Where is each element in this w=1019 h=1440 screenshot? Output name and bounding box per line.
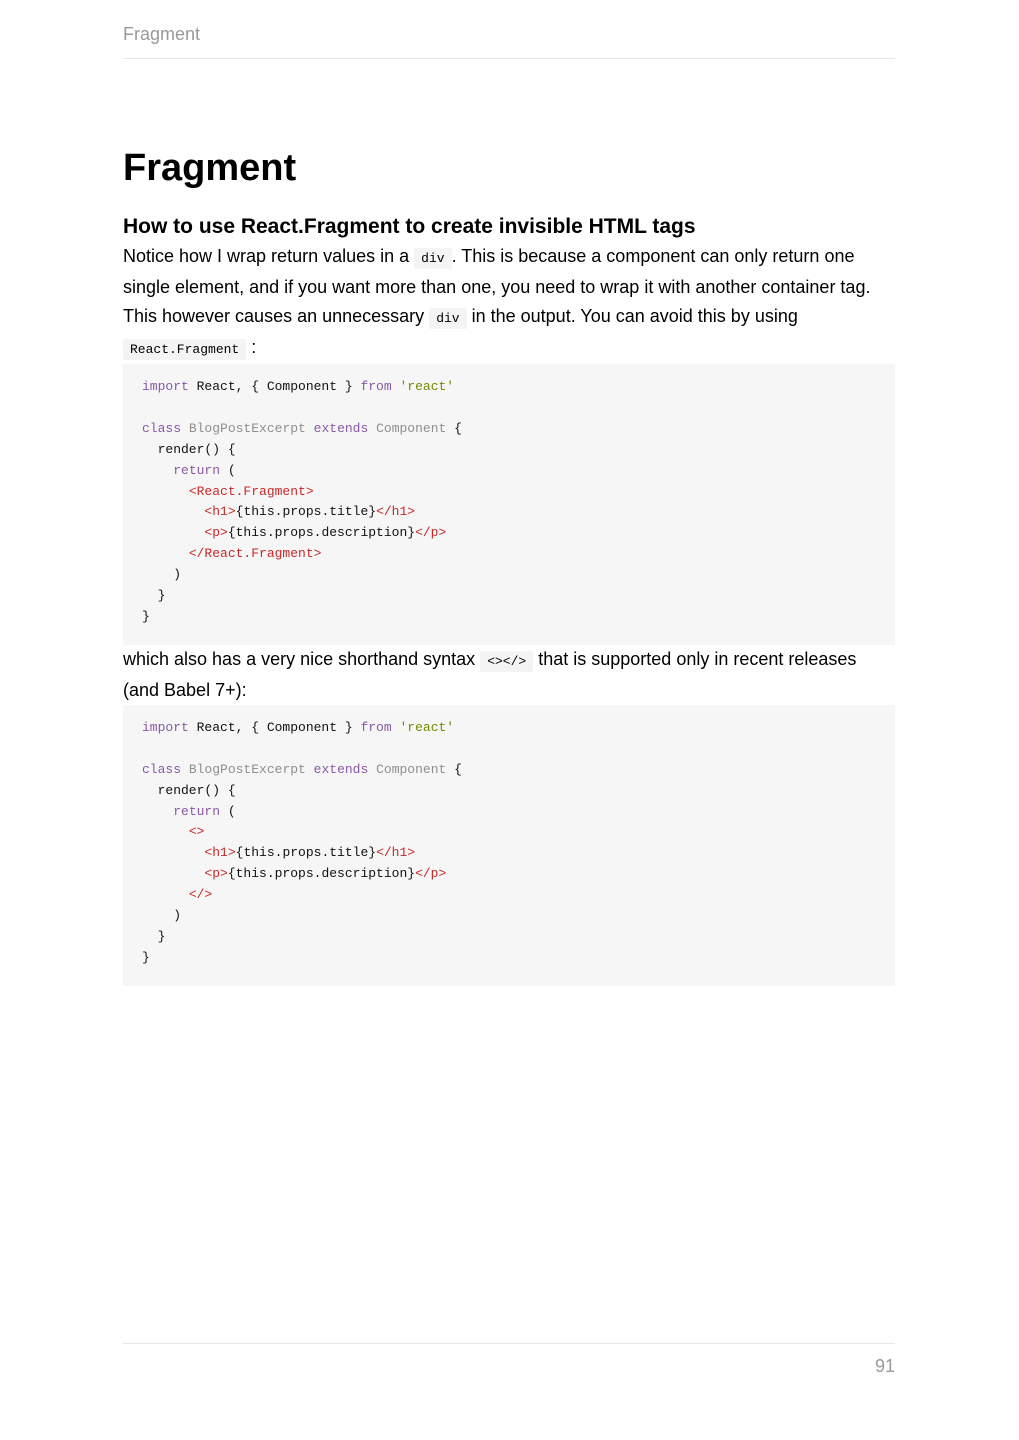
code-token: { [446, 420, 462, 436]
paragraph-text: in the output. You can avoid this by using [471, 306, 798, 326]
code-token: <h1> [204, 504, 236, 520]
code-token: <React.Fragment> [188, 483, 314, 499]
code-token: <> [188, 824, 205, 840]
code-token: <p> [204, 525, 228, 541]
code-token: </h1> [376, 504, 416, 520]
code-line [142, 866, 446, 881]
code-token [306, 762, 314, 777]
inline-code: div [414, 248, 451, 269]
code-token: ) [142, 908, 182, 924]
code-line [142, 442, 236, 457]
paragraph-unnecessary-div [123, 302, 895, 364]
code-line [142, 609, 150, 624]
code-token: BlogPostExcerpt [188, 420, 306, 436]
paragraph-wrap-explanation [123, 242, 895, 302]
inline-code: <></> [480, 651, 533, 672]
code-token: </p> [415, 525, 447, 541]
code-block-shorthand-fragment [123, 705, 895, 986]
code-line [142, 720, 454, 735]
code-line [142, 845, 415, 860]
code-token: } [142, 928, 166, 944]
code-line [142, 421, 462, 436]
code-token: </h1> [376, 845, 416, 861]
code-token: class [142, 761, 182, 777]
code-token: <p> [204, 866, 228, 882]
header-divider [123, 58, 895, 59]
code-line [142, 824, 204, 839]
code-line [142, 546, 321, 561]
inline-code: React.Fragment [123, 339, 246, 360]
code-token: ( [220, 803, 236, 819]
code-token [142, 463, 173, 478]
code-token: class [142, 420, 182, 436]
code-line [142, 783, 236, 798]
code-token: { [446, 761, 462, 777]
code-token: </React.Fragment> [188, 546, 322, 562]
code-token: {this.props.title} [235, 845, 377, 861]
code-line [142, 908, 181, 923]
code-token: extends [313, 761, 369, 777]
running-header: Fragment [123, 24, 201, 44]
code-token: return [173, 462, 221, 478]
code-token [142, 845, 204, 860]
code-token [368, 421, 376, 436]
paragraph-text: which also has a very nice shorthand syntax [123, 648, 476, 669]
code-token: BlogPostExcerpt [188, 761, 306, 777]
code-token: return [173, 803, 221, 819]
code-token: </> [188, 887, 213, 903]
code-token: 'react' [399, 379, 455, 394]
code-token: import [142, 719, 189, 735]
page-number: 91 [874, 1356, 895, 1376]
code-token: {this.props.description} [227, 866, 416, 882]
code-line [142, 463, 236, 478]
paragraph-text: : [251, 337, 257, 357]
section-subtitle: How to use React.Fragment to create invisible HTML tags [123, 215, 696, 238]
code-token: React, { Component } [188, 379, 361, 394]
code-token [142, 504, 204, 519]
code-token [142, 546, 189, 561]
code-token [142, 525, 204, 540]
code-line [142, 762, 462, 777]
code-token: } [142, 608, 150, 624]
code-token: } [142, 949, 150, 965]
code-token [142, 866, 204, 881]
paragraph-shorthand-syntax [123, 645, 895, 705]
code-token: </p> [415, 866, 447, 882]
code-line [142, 484, 314, 499]
page-content [123, 140, 895, 986]
code-line [142, 379, 454, 394]
paragraph-text: . This is because a component can only return one single element, and if you want more than one, you need to wrap it with another container tag. [123, 246, 871, 297]
page-title: Fragment [123, 147, 297, 189]
code-line [142, 504, 415, 519]
paragraph-text: Notice how I wrap return values in a [123, 246, 410, 266]
code-token: render() { [142, 782, 236, 798]
code-line [142, 950, 150, 965]
code-block-react-fragment [123, 364, 895, 645]
paragraph-text: that is supported only in recent releases (and Babel 7+): [123, 648, 857, 700]
code-token: 'react' [399, 719, 455, 735]
footer-divider [123, 1343, 895, 1344]
code-token [368, 762, 376, 777]
code-token: Component [376, 761, 447, 777]
inline-code: div [429, 308, 466, 329]
code-token [142, 887, 189, 902]
code-token [142, 804, 173, 819]
code-line [142, 804, 236, 819]
code-line [142, 525, 446, 540]
code-token: <h1> [204, 845, 236, 861]
code-token [181, 762, 189, 777]
code-token: from [360, 719, 392, 735]
code-line [142, 588, 165, 603]
code-token: from [360, 379, 392, 394]
code-token [181, 421, 189, 436]
code-token [142, 824, 189, 839]
code-token: import [142, 379, 189, 394]
code-token: render() { [142, 441, 236, 457]
code-token [142, 484, 189, 499]
code-token [306, 421, 314, 436]
code-token: React, { Component } [188, 719, 361, 735]
code-token: ( [220, 462, 236, 478]
code-token: extends [313, 420, 369, 436]
code-line [142, 567, 181, 582]
code-token: Component [376, 420, 447, 436]
code-token: } [142, 588, 166, 604]
paragraph-text: This however causes an unnecessary [123, 306, 425, 326]
code-line [142, 929, 165, 944]
code-token: {this.props.description} [227, 525, 416, 541]
code-token: ) [142, 567, 182, 583]
code-token: {this.props.title} [235, 504, 377, 520]
code-line [142, 887, 212, 902]
